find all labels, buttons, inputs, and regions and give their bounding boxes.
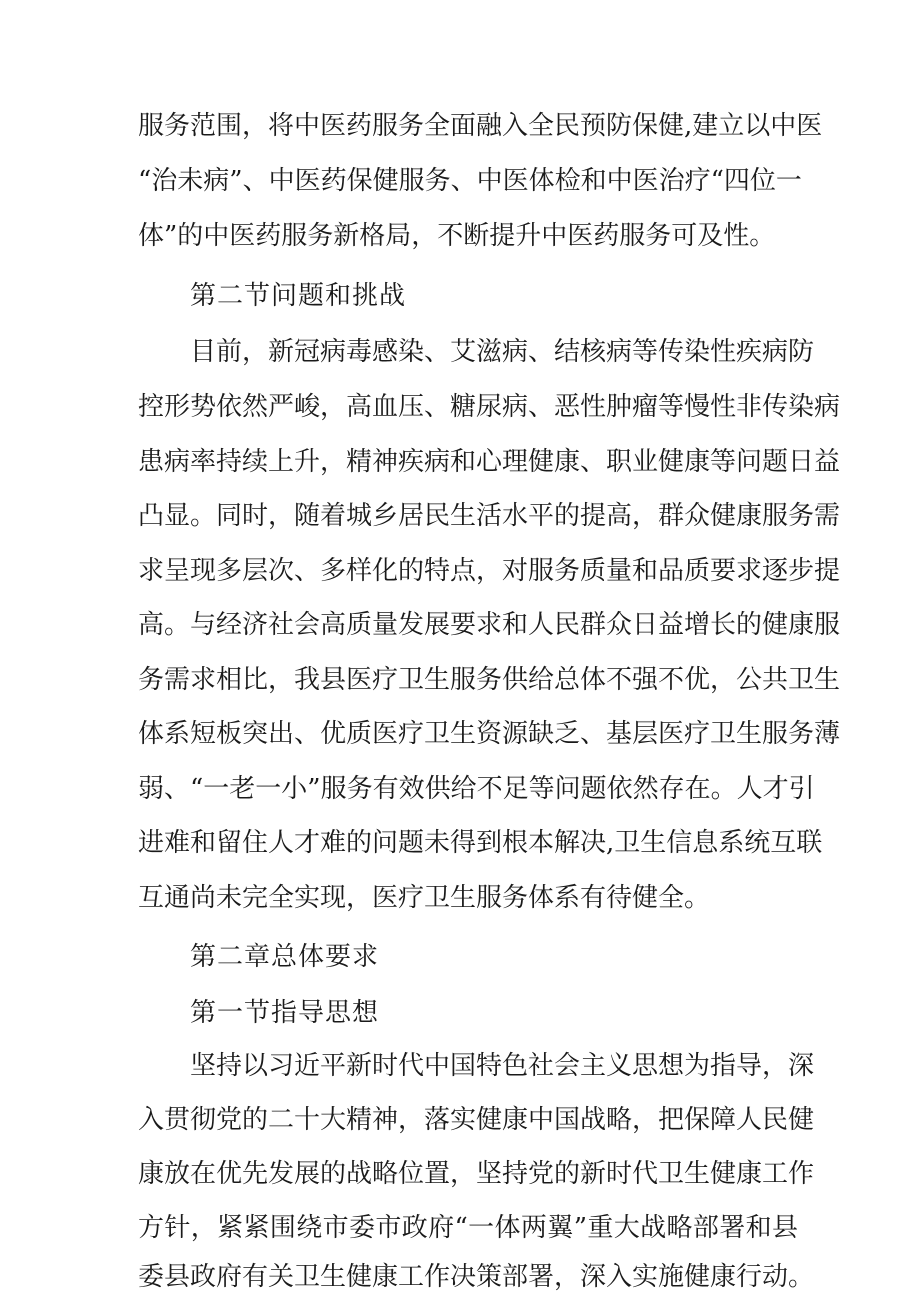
paragraph-line: 弱、“一老一小”服务有效供给不足等问题依然存在。人才引 xyxy=(138,774,815,804)
paragraph-line: 入贯彻党的二十大精神，落实健康中国战略，把保障人民健 xyxy=(138,1105,815,1135)
paragraph-line: 求呈现多层次、多样化的特点，对服务质量和品质要求逐步提 xyxy=(138,556,841,586)
paragraph-line: 高。与经济社会高质量发展要求和人民群众日益增长的健康服 xyxy=(138,610,841,640)
paragraph-line: 方针，紧紧围绕市委市政府“一体两翼”重大战略部署和县 xyxy=(138,1213,798,1243)
paragraph-line: 坚持以习近平新时代中国特色社会主义思想为指导，深 xyxy=(190,1051,815,1081)
paragraph-line: 服务范围，将中医药服务全面融入全民预防保健,建立以中医 xyxy=(138,111,823,141)
paragraph-line: “治未病”、中医药保健服务、中医体检和中医治疗“四位一 xyxy=(138,166,802,196)
paragraph-line: 控形势依然严峻，高血压、糖尿病、恶性肿瘤等慢性非传染病 xyxy=(138,392,841,422)
paragraph-line: 进难和留住人才难的问题未得到根本解决,卫生信息系统互联 xyxy=(138,828,823,858)
paragraph-line: 委县政府有关卫生健康工作决策部署，深入实施健康行动。 xyxy=(138,1262,815,1292)
paragraph-line: 体系短板突出、优质医疗卫生资源缺乏、基层医疗卫生服务薄 xyxy=(138,719,841,749)
section-heading-guiding: 第一节指导思想 xyxy=(190,998,380,1028)
paragraph-line: 患病率持续上升，精神疾病和心理健康、职业健康等问题日益 xyxy=(138,447,841,477)
section-heading-problems: 第二节问题和挑战 xyxy=(190,281,407,311)
paragraph-line: 互通尚未完全实现，医疗卫生服务体系有待健全。 xyxy=(138,883,711,913)
paragraph-line: 体”的中医药服务新格局，不断提升中医药服务可及性。 xyxy=(138,221,776,251)
paragraph-line: 凸显。同时，随着城乡居民生活水平的提高，群众健康服务需 xyxy=(138,501,841,531)
paragraph-line: 务需求相比，我县医疗卫生服务供给总体不强不优，公共卫生 xyxy=(138,665,841,695)
paragraph-line: 目前，新冠病毒感染、艾滋病、结核病等传染性疾病防 xyxy=(190,337,815,367)
chapter-heading: 第二章总体要求 xyxy=(190,942,380,972)
paragraph-line: 康放在优先发展的战略位置，坚持党的新时代卫生健康工作 xyxy=(138,1159,815,1189)
